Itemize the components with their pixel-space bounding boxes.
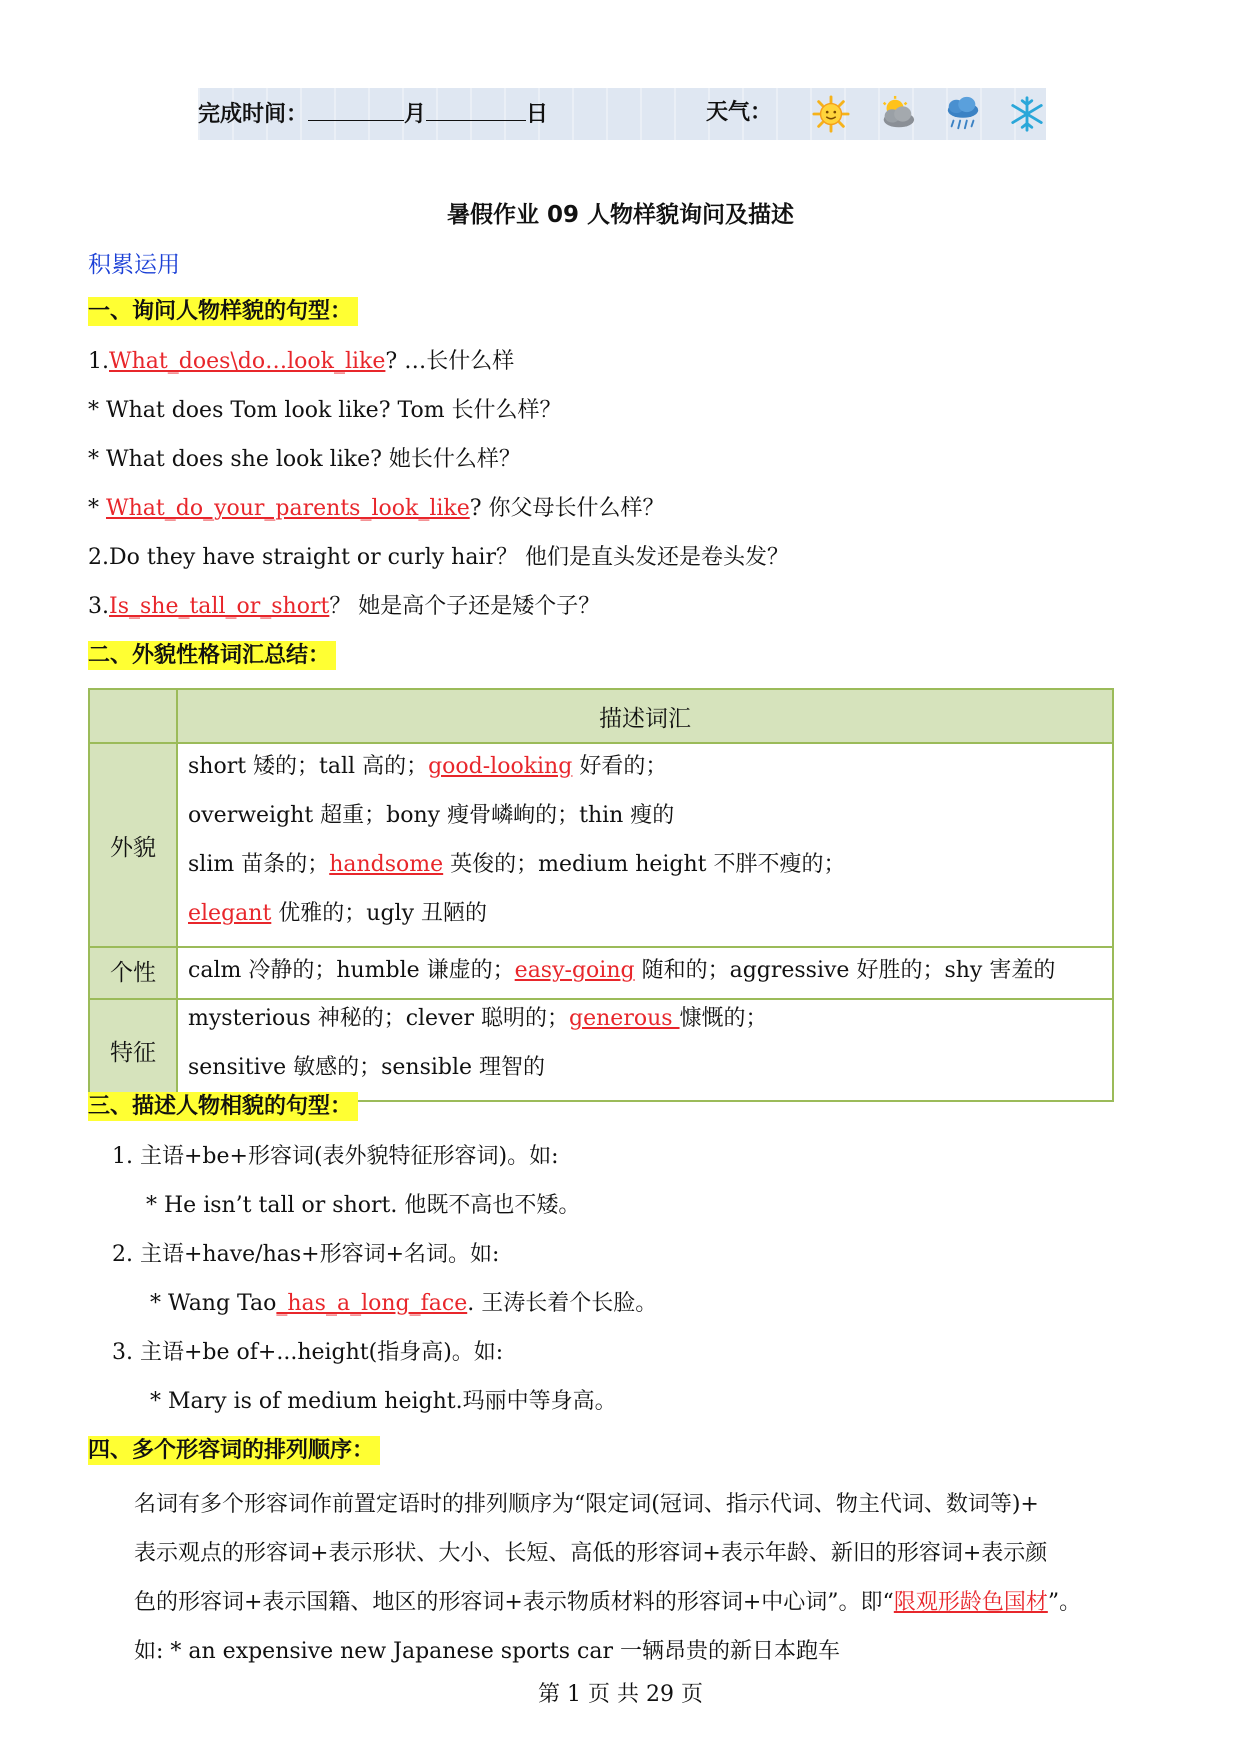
section-1-heading: 一、询问人物样貌的句型： [88,297,358,327]
table-corner-cell [89,689,177,743]
partly-cloudy-icon [878,95,916,133]
sun-icon [812,95,850,133]
table-row [89,999,1113,1101]
s1-line-6: 3.Is_she_tall_or_short？ 她是高个子还是矮个子？ [88,594,601,619]
section-3-heading: 三、描述人物相貌的句型： [88,1092,358,1122]
day-blank[interactable] [426,98,526,121]
s3-pattern-2: 2. 主语+have/has+形容词+名词。如: [112,1242,500,1267]
s3-pattern-1: 1. 主语+be+形容词(表外貌特征形容词)。如: [112,1144,559,1169]
page-title: 暑假作业 09 人物样貌询问及描述 [446,202,795,228]
row-label-appearance: 外貌 [89,743,177,947]
s3-pattern-3: 3. 主语+be of+...height(指身高)。如: [112,1340,504,1365]
table-row [89,743,1113,947]
month-blank[interactable] [308,98,404,121]
completion-time-row [198,98,548,130]
s1-line-2: * What does Tom look like? Tom 长什么样？ [88,398,562,423]
page-footer: 第 1 页 共 29 页 [538,1682,703,1707]
weather-label: 天气： [706,100,773,125]
table-header-cell: 描述词汇 [177,689,1113,743]
month-label: 月 [404,102,427,127]
table-header-row [89,689,1113,743]
table-row [89,947,1113,999]
completion-label: 完成时间： [198,102,309,127]
s1-line-4: * What_do_your_parents_look_like? 你父母长什么样？ [88,496,665,521]
s4-line-2: 表示观点的形容词+表示形状、大小、长短、高低的形容词+表示年龄、新旧的形容词+表示颜 [134,1541,1048,1566]
section-4-heading: 四、多个形容词的排列顺序： [88,1436,380,1466]
s3-example-2: * Wang Tao_has_a_long_face. 王涛长着个长脸。 [150,1291,658,1316]
snowflake-icon [1008,95,1046,133]
s4-line-3: 色的形容词+表示国籍、地区的形容词+表示物质材料的形容词+中心词”。即“限观形龄色国材”。 [134,1590,1082,1615]
section-tag: 积累运用 [88,252,180,278]
row-label-personality: 个性 [89,947,177,999]
rain-icon [944,95,982,133]
row-label-traits: 特征 [89,999,177,1101]
s1-line-1: 1.What_does\do…look_like? …长什么样 [88,349,515,374]
row-content-appearance: short 矮的；tall 高的；good-looking 好看的； overweight 超重；bony 瘦骨嶙峋的；thin 瘦的 slim 苗条的；handsome 英俊的；medium height 不胖不瘦的； elegant 优雅的；ugly 丑陋的 [177,743,1113,947]
s1-line-5: 2.Do they have straight or curly hair？ 他们是直头发还是卷头发？ [88,545,789,570]
s4-line-4: 如: * an expensive new Japanese sports car 一辆昂贵的新日本跑车 [134,1639,840,1664]
s3-example-3: * Mary is of medium height.玛丽中等身高。 [150,1389,617,1414]
s4-line-1: 名词有多个形容词作前置定语时的排列顺序为“限定词(冠词、指示代词、物主代词、数词等)+ [134,1492,1039,1517]
section-2-heading: 二、外貌性格词汇总结： [88,641,336,671]
vocab-table [88,688,1114,1102]
row-content-traits: mysterious 神秘的；clever 聪明的；generous 慷慨的； sensitive 敏感的；sensible 理智的 [177,999,1113,1101]
s1-line-3: * What does she look like? 她长什么样？ [88,447,521,472]
s3-example-1: * He isn’t tall or short. 他既不高也不矮。 [146,1193,581,1218]
day-label: 日 [526,102,549,127]
row-content-personality: calm 冷静的；humble 谦虚的；easy-going 随和的；aggressive 好胜的；shy 害羞的 [177,947,1113,999]
